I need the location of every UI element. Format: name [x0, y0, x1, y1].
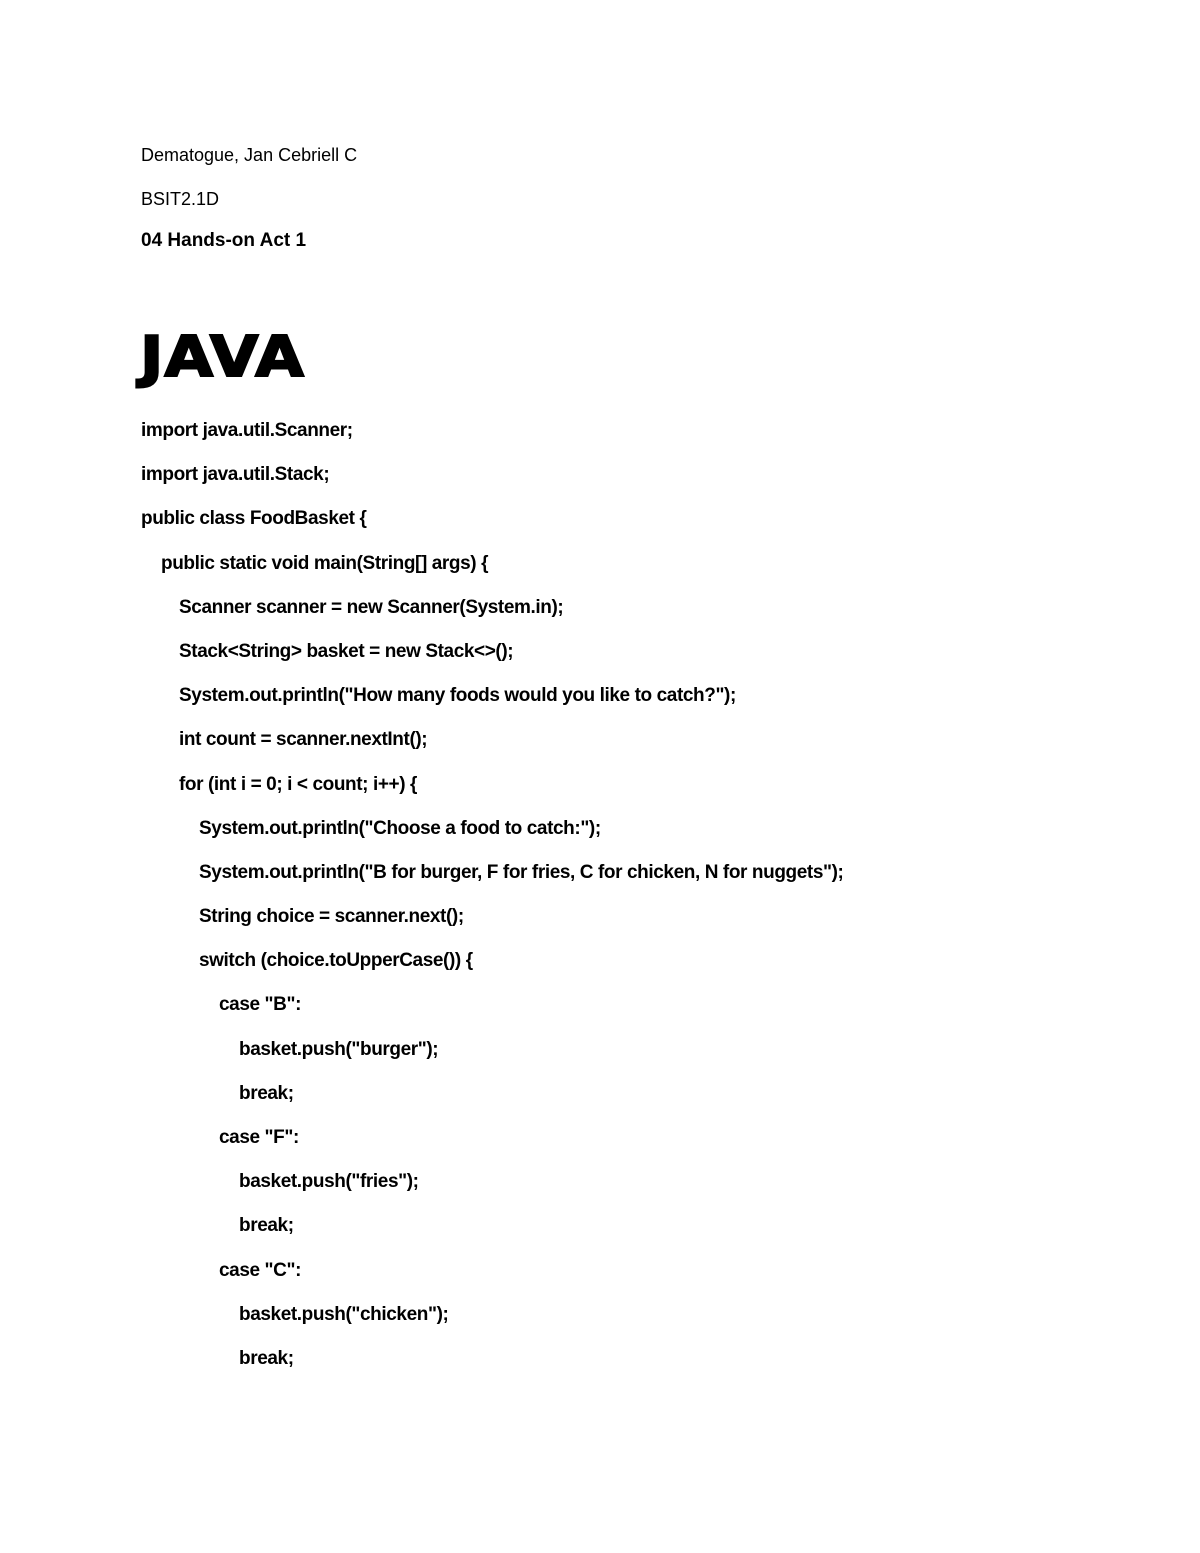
code-line: basket.push("fries"); — [239, 1171, 419, 1193]
code-line: Stack<String> basket = new Stack<>(); — [179, 640, 514, 662]
code-line: public static void main(String[] args) { — [161, 552, 489, 574]
code-line: import java.util.Scanner; — [141, 420, 353, 441]
code-line: case "F": — [219, 1127, 299, 1148]
code-line: int count = scanner.nextInt(); — [179, 729, 428, 751]
activity-title: 04 Hands-on Act 1 — [141, 230, 307, 251]
code-line: switch (choice.toUpperCase()) { — [199, 950, 473, 972]
code-line: break; — [239, 1215, 294, 1237]
code-line: basket.push("burger"); — [239, 1038, 439, 1060]
student-name: Dematogue, Jan Cebriell C — [141, 145, 358, 165]
code-line: for (int i = 0; i < count; i++) { — [179, 773, 418, 795]
code-line: break; — [239, 1347, 294, 1369]
page-title: JAVA — [140, 325, 305, 390]
code-line: import java.util.Stack; — [141, 464, 330, 486]
code-line: System.out.println("Choose a food to catch:"); — [199, 817, 601, 839]
code-line: System.out.println("How many foods would you like to catch?"); — [179, 685, 736, 707]
code-line: Scanner scanner = new Scanner(System.in); — [179, 596, 564, 618]
code-line: String choice = scanner.next(); — [199, 906, 464, 928]
code-line: case "B": — [219, 994, 302, 1016]
code-line: case "C": — [219, 1259, 302, 1281]
code-line: basket.push("chicken"); — [239, 1303, 449, 1325]
code-line: break; — [239, 1082, 294, 1104]
section-label: BSIT2.1D — [141, 189, 220, 209]
code-line: System.out.println("B for burger, F for fries, C for chicken, N for nuggets"); — [199, 861, 844, 883]
code-block — [141, 418, 1141, 1390]
code-line: public class FoodBasket { — [141, 508, 367, 530]
